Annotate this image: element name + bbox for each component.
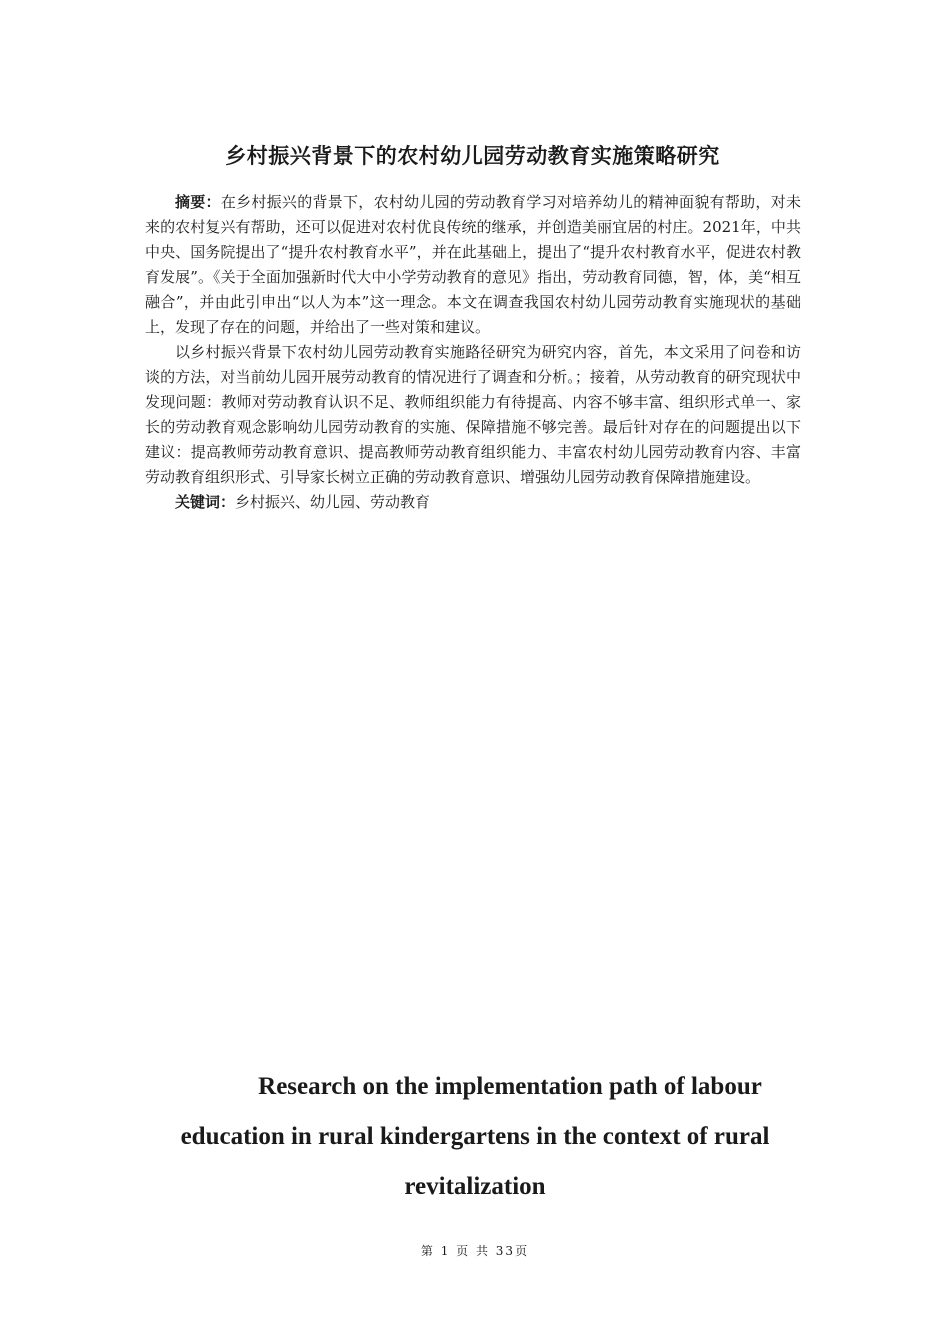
keywords-line <box>145 490 801 515</box>
abstract-text-1: 在乡村振兴的背景下，农村幼儿园的劳动教育学习对培养幼儿的精神面貌有帮助，对未来的农村复兴有帮助，还可以促进对农村优良传统的继承，并创造美丽宜居的村庄。2021年，中共中央、国务院提出了“提升农村教育水平”，并在此基础上，提出了“提升农村教育水平，促进农村教育发展”。《关于全面加强新时代大中小学劳动教育的意见》指出，劳动教育同德，智，体，美“相互融合”，并由此引申出“以人为本”这一理念。本文在调查我国农村幼儿园劳动教育实施现状的基础上，发现了存在的问题，并给出了一些对策和建议。 <box>145 193 801 336</box>
keywords-text: 乡村振兴、幼儿园、劳动教育 <box>235 493 431 511</box>
abstract-section <box>145 190 801 515</box>
abstract-paragraph-1 <box>145 190 801 340</box>
english-title: Research on the implementation path of labour education in rural kindergartens in the context of rural revitalization <box>180 1073 770 1200</box>
abstract-paragraph-2: 以乡村振兴背景下农村幼儿园劳动教育实施路径研究为研究内容，首先，本文采用了问卷和访谈的方法，对当前幼儿园开展劳动教育的情况进行了调查和分析。；接着，从劳动教育的研究现状中发现问题：教师对劳动教育认识不足、教师组织能力有待提高、内容不够丰富、组织形式单一、家长的劳动教育观念影响幼儿园劳动教育的实施、保障措施不够完善。最后针对存在的问题提出以下建议：提高教师劳动教育意识、提高教师劳动教育组织能力、丰富农村幼儿园劳动教育内容、丰富劳动教育组织形式、引导家长树立正确的劳动教育意识、增强幼儿园劳动教育保障措施建设。 <box>145 343 801 486</box>
keywords-label: 关键词： <box>175 493 236 511</box>
abstract-label: 摘要： <box>175 193 221 211</box>
chinese-title: 乡村振兴背景下的农村幼儿园劳动教育实施策略研究 <box>225 144 720 168</box>
page-footer: 第 1 页 共 33页 <box>420 1244 530 1258</box>
